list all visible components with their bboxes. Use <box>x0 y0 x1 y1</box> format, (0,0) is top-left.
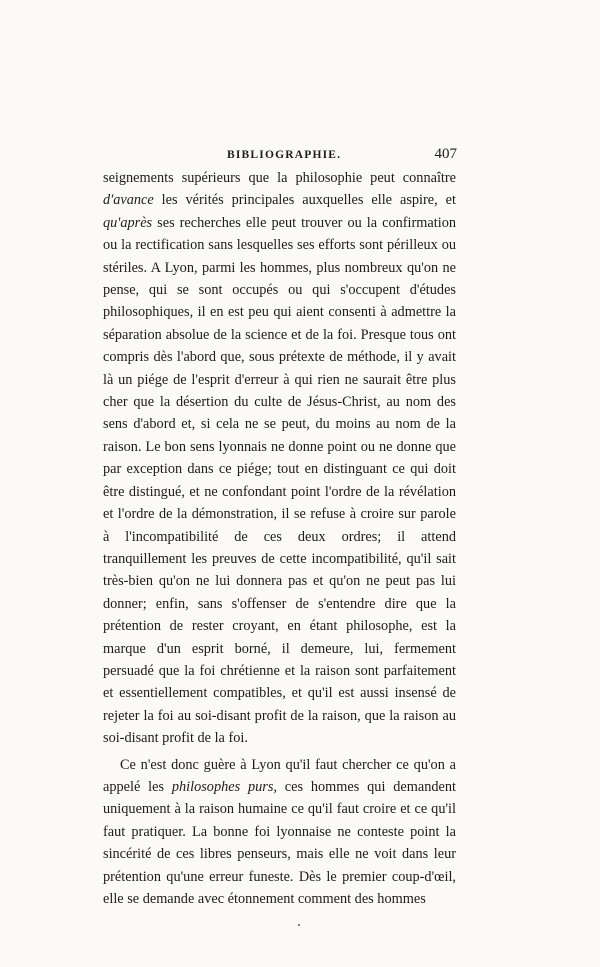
running-title: BIBLIOGRAPHIE. <box>227 149 342 161</box>
text-run: ses recherches elle peut trouver ou la confirmation ou la rectification sans lesquelles ses efforts sont périlleux ou stériles. A Lyon, parmi les hommes, plus nombreux qu'on ne pense, qui se sont occupés ou qui s'occupent d'études philosophiques, il en est peu qui aient consenti à admettre la séparation absolue de la science et de la foi. Presque tous ont compris dès l'abord que, sous prétexte de méthode, il y avait là un piége de l'esprit d'erreur à qui rien ne saurait être plus cher que la désertion du culte de Jésus-Christ, au nom des sens d'abord et, si cela ne se peut, du moins au nom de la raison. Le bon sens lyonnais ne donne point ou ne donne que par exception dans ce piége; tout en distinguant ce qui doit être distingué, et ne confondant point l'ordre de la révélation et l'ordre de la démonstration, il se refuse à croire sur parole à l'incompatibilité de ces deux ordres; il attend tranquillement les preuves de cette incompatibilité, qu'il sait très-bien qu'on ne lui donnera pas et qu'on ne peut pas lui donner; enfin, sans s'offenser de s'entendre dire que la prétention de rester croyant, en étant philosophe, est la marque d'un esprit borné, il demeure, lui, fermement persuadé que la foi chrétienne et la raison sont parfaitement et essentiellement compatibles, et qu'il est aussi insensé de rejeter la foi au soi-disant profit de la raison, que la raison au soi-disant profit de la foi. <box>103 214 456 747</box>
paragraph-2 <box>103 754 456 911</box>
paper-speck <box>298 924 300 926</box>
paragraph-1 <box>103 167 456 750</box>
body-text <box>103 167 456 910</box>
text-run: les vérités principales auxquelles elle aspire, et <box>153 192 456 209</box>
italic-text-run: qu'après <box>103 214 153 231</box>
text-run: Ce n'est donc guère à Lyon qu'il faut chercher ce qu'on a appelé les <box>103 756 456 795</box>
text-run: seignements supérieurs que la philosophie peut connaître <box>103 170 456 186</box>
page-header <box>227 146 457 166</box>
italic-text-run: philosophes purs <box>171 778 274 795</box>
text-run: , ces hommes qui demandent uniquement à la raison humaine ce qu'il faut croire et ce qu'il faut pratiquer. La bonne foi lyonnaise ne conteste point la sincérité de ces libres penseurs, mais elle ne voit dans leur prétention qu'une erreur funeste. Dès le premier coup-d'œil, elle se demande avec étonnement comment des hommes <box>103 778 456 907</box>
italic-text-run: d'avance <box>103 192 154 209</box>
page-number: 407 <box>434 146 457 162</box>
